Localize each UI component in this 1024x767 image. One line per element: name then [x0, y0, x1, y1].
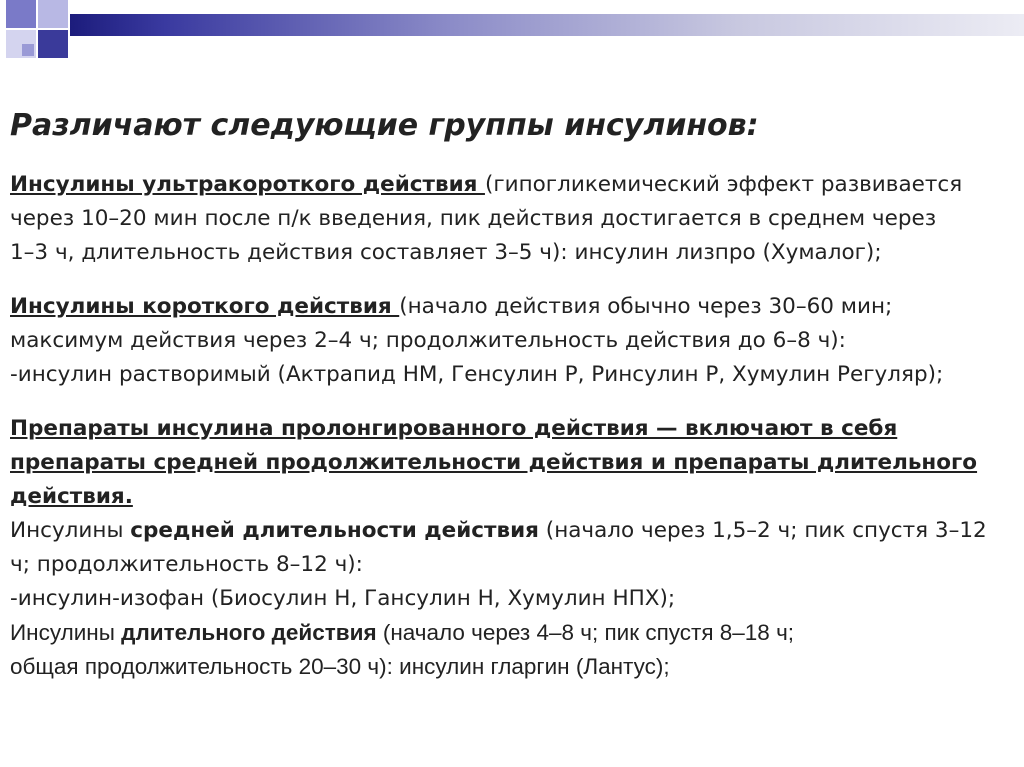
slide-content [10, 104, 1015, 684]
group-short-line-1 [10, 290, 1015, 324]
group-short-line-3: -инсулин растворимый (Актрапид НМ, Генсулин Р, Ринсулин Р, Хумулин Регуляр); [10, 362, 944, 387]
group-short-heading: Инсулины короткого действия [10, 294, 400, 319]
group-prolonged-heading-2: препараты средней продолжительности действия и препараты длительного [10, 450, 978, 475]
group-ultrashort-line-3: 1–3 ч, длительность действия составляет 3–5 ч): инсулин лизпро (Хумалог); [10, 240, 882, 265]
group-ultrashort-heading: Инсулины ультракороткого действия [10, 172, 485, 197]
group-ultrashort-text-1: (гипогликемический эффект развивается [484, 172, 963, 197]
group-medium-line-2: ч; продолжительность 8–12 ч): [10, 552, 363, 577]
group-short [10, 290, 1015, 392]
group-medium-bold: средней длительности действия [130, 518, 539, 543]
group-prolonged-heading-3: действия. [10, 484, 133, 509]
slide-title: Различают следующие группы инсулинов: [10, 108, 759, 143]
group-medium-line-3: -инсулин-изофан (Биосулин Н, Гансулин Н, Хумулин НПХ); [10, 586, 676, 611]
decor-square-1 [6, 0, 36, 28]
group-ultrashort [10, 168, 1015, 270]
group-prolonged-heading-1: Препараты инсулина пролонгированного действия — включают в себя [10, 416, 898, 441]
group-short-text-1: (начало действия обычно через 30–60 мин; [399, 294, 893, 319]
group-ultrashort-line-1 [10, 168, 1015, 202]
group-long-line-1 [10, 616, 1015, 650]
decor-square-4 [38, 30, 68, 58]
group-short-line-2: максимум действия через 2–4 ч; продолжительность действия до 6–8 ч): [10, 328, 846, 353]
decor-square-2 [38, 0, 68, 28]
group-medium-line-1 [10, 514, 1015, 548]
group-long-prefix: Инсулины [10, 620, 122, 645]
group-medium-rest: (начало через 1,5–2 ч; пик спустя 3–12 [538, 518, 987, 543]
decor-square-5 [22, 44, 34, 56]
group-ultrashort-line-2: через 10–20 мин после п/к введения, пик действия достигается в среднем через [10, 206, 937, 231]
group-long-rest: (начало через 4–8 ч; пик спустя 8–18 ч; [376, 620, 795, 645]
group-medium-prefix: Инсулины [10, 518, 131, 543]
header-gradient-bar [70, 14, 1024, 36]
group-long-bold: длительного действия [121, 620, 377, 645]
group-prolonged [10, 412, 1015, 684]
group-long-line-2: общая продолжительность 20–30 ч): инсулин гларгин (Лантус); [10, 654, 670, 679]
